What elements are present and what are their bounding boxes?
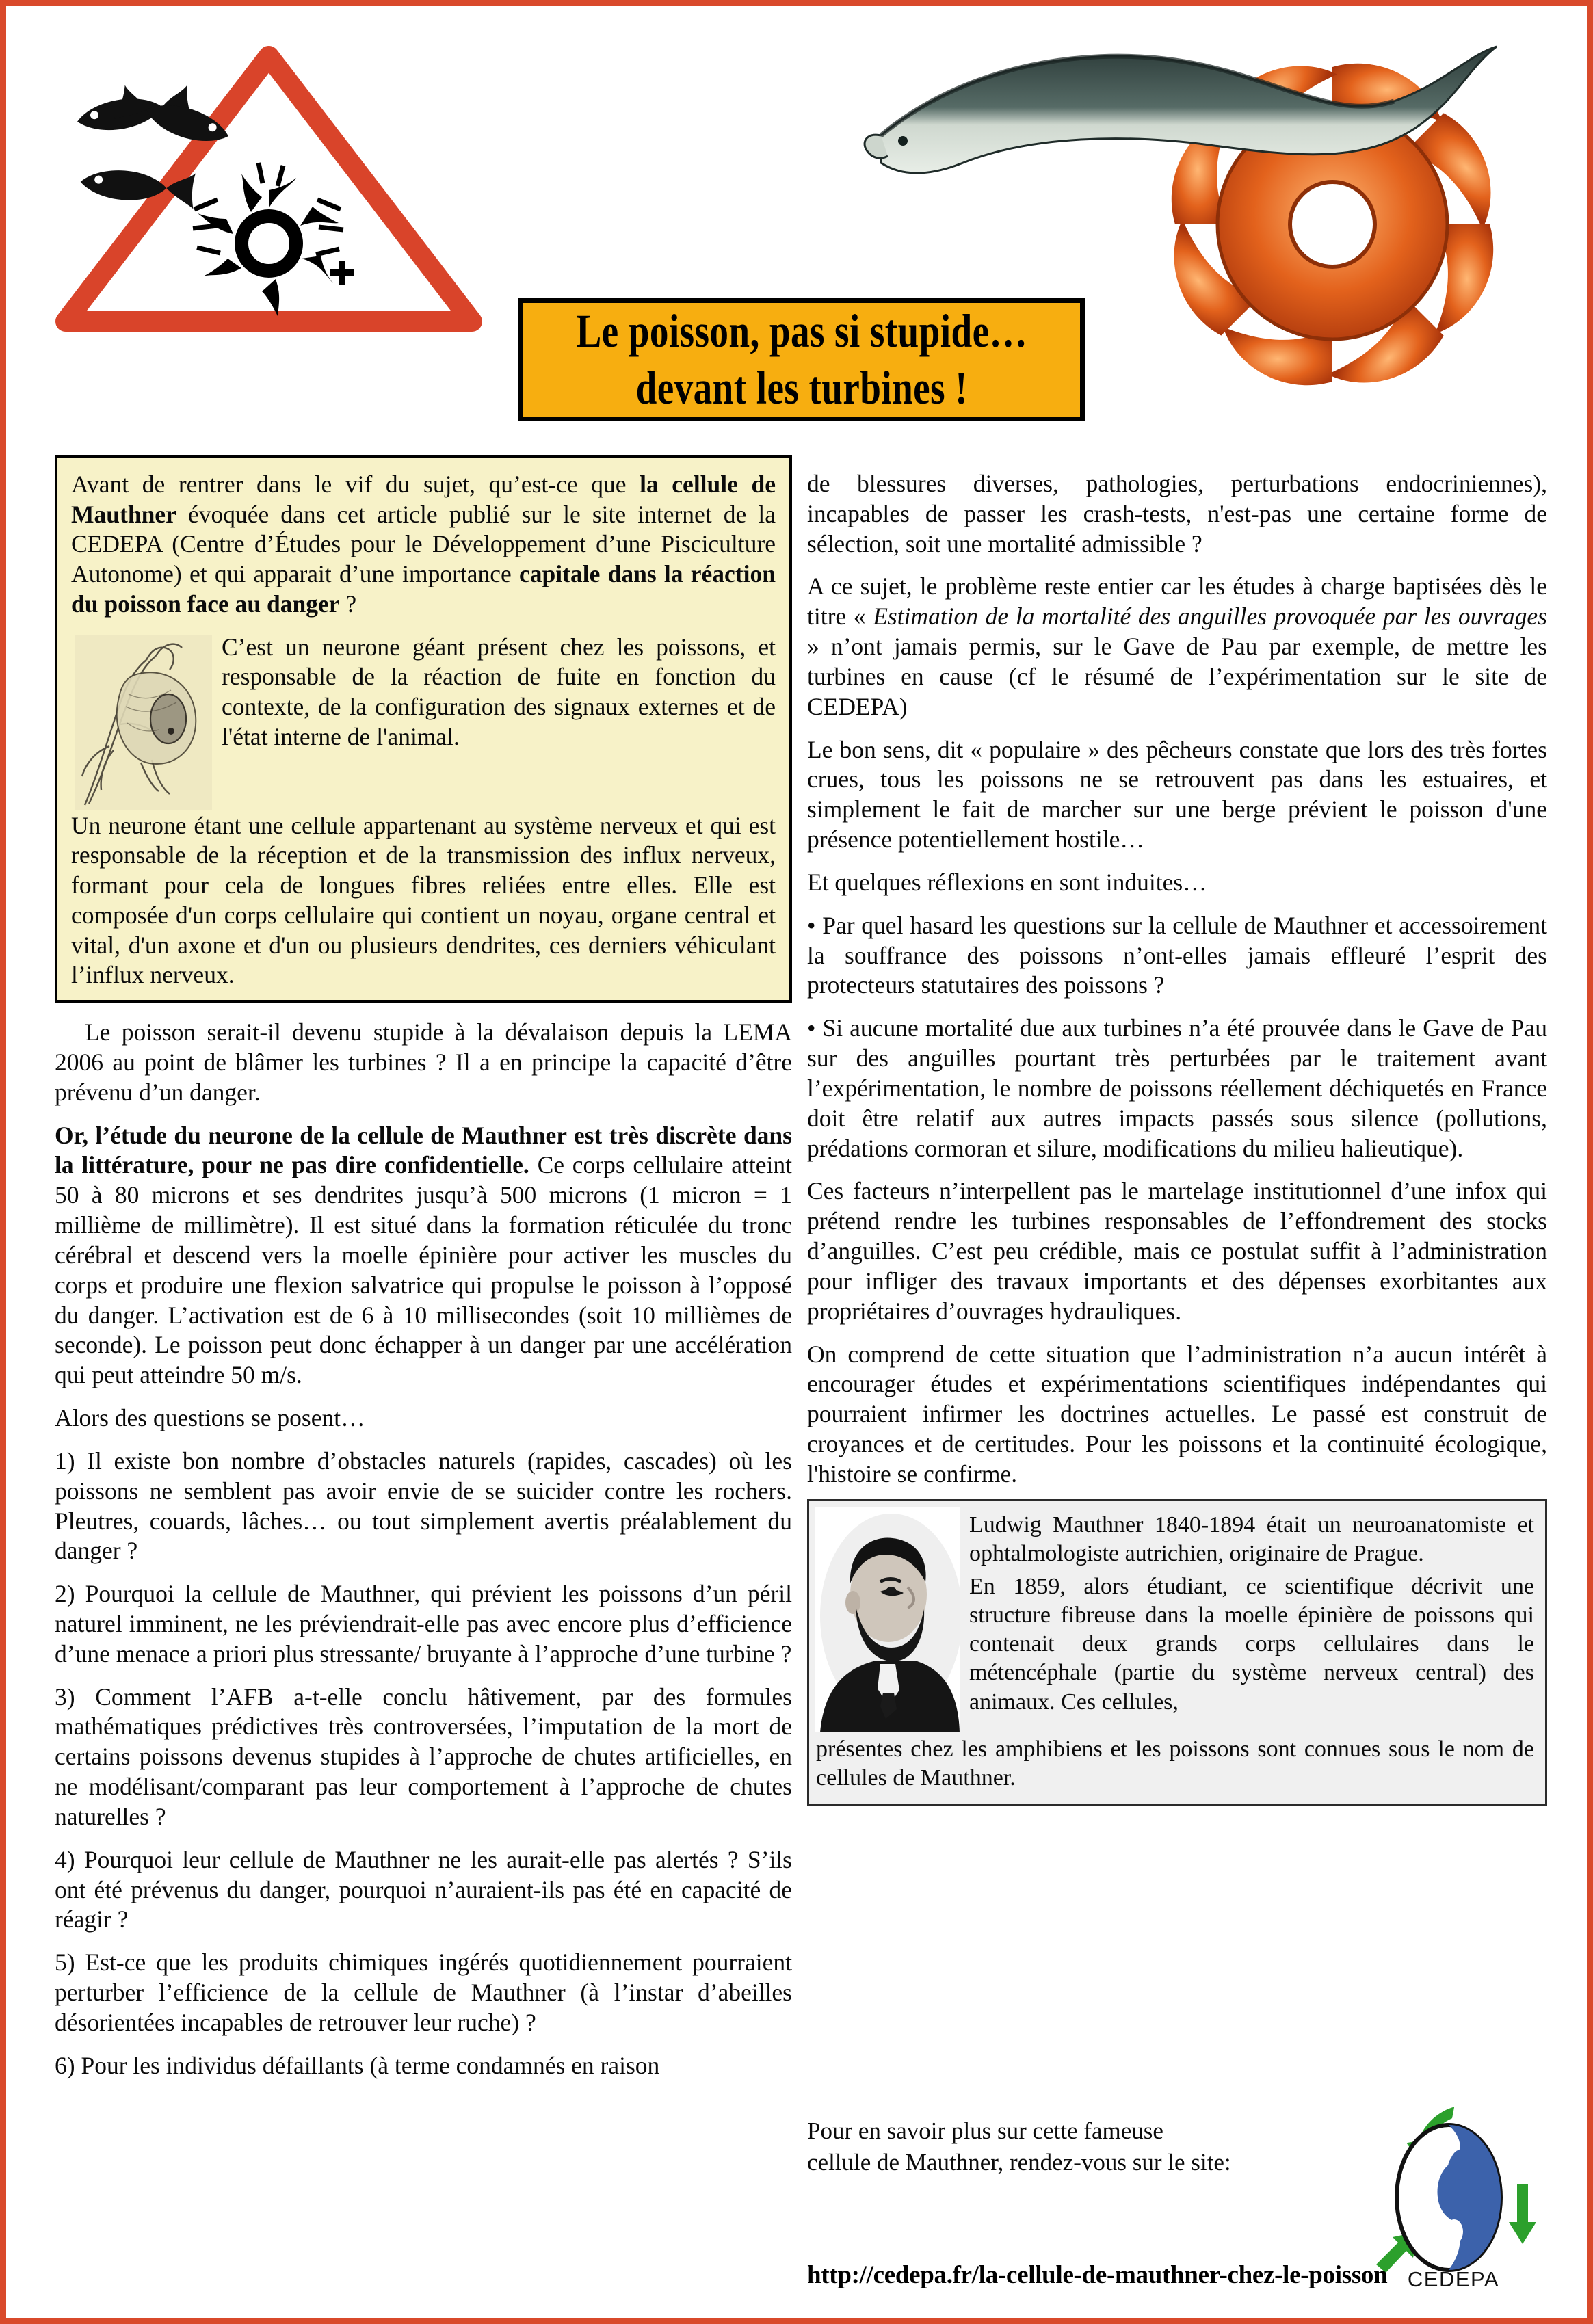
- footer-line-1: Pour en savoir plus sur cette fameuse: [807, 2117, 1163, 2144]
- mauthner-bio-line-3: présentes chez les amphibiens et les poissons sont connues sous le nom de cellules de Mauthner.: [816, 1736, 1534, 1791]
- intro-p1-mid: évoquée dans cet article publié sur le site internet de la CEDEPA (Centre d’Études pour le Développement d’une Pisciculture Autonome) et qui apparait d’une importance: [71, 500, 776, 588]
- right-paragraph-4: Et quelques réflexions en sont induites…: [807, 868, 1207, 896]
- intro-box-text: [71, 470, 776, 990]
- title-banner: [518, 298, 1085, 421]
- right-p2-italic-title: Estimation de la mortalité des anguilles provoquée par les ouvrages: [873, 603, 1547, 631]
- yin-yang-logo-icon: [1361, 2102, 1539, 2293]
- right-bullet-2: • Si aucune mortalité due aux turbines n’a été prouvée dans le Gave de Pau sur des anguilles pourtant très perturbées par le traitement avant l’expérimentation, le nombre de poissons réellement déchiquetés en France doit être relatif aux autres impacts passés sous silence (pollutions, prédations cormoran et silure, modifications du milieu halieutique).: [807, 1014, 1547, 1162]
- left-p2-rest: Ce corps cellulaire atteint 50 à 80 microns et ses dendrites jusqu’à 500 microns (1 micron = 1 millième de millimètre). Il est situé dans la formation réticulée du tronc cérébral et descend vers la moelle épinière pour activer les muscles du corps et produire une flexion salvatrice qui propulse le poisson à l’opposé du danger. L’activation est de 6 à 10 millisecondes (soit 10 millièmes de seconde). Le poisson peut donc échapper à un danger par une accélération qui peut atteindre 50 m/s.: [55, 1151, 792, 1389]
- cedepa-article-url[interactable]: http://cedepa.fr/la-cellule-de-mauthner-chez-le-poisson: [807, 2261, 1388, 2289]
- right-column: [807, 469, 1547, 1806]
- portrait-photo-icon: [815, 1507, 960, 1732]
- right-paragraph-2: [807, 572, 1547, 722]
- poster-inner: [12, 12, 1581, 2312]
- intro-p1-bold-1: la cellule de Mauthner: [71, 471, 776, 528]
- intro-paragraph-1: [71, 470, 776, 620]
- right-paragraph-1: de blessures diverses, pathologies, perturbations endocriniennes), incapables de passer les crash-tests, n'est-pas une certaine forme de sélection, soit une mortalité admissible ?: [807, 470, 1547, 557]
- title-line-2: devant les turbines !: [635, 362, 968, 414]
- intro-p1-bold-2: capitale dans la réaction du poisson face au danger: [71, 560, 776, 618]
- neuron-micrograph-icon: [75, 635, 212, 810]
- left-question-4: 4) Pourquoi leur cellule de Mauthner ne les aurait-elle pas alertés ? S’ils ont été prévenus du danger, pourquoi n’auraient-ils pas été en capacité de réagir ?: [55, 1845, 792, 1933]
- intro-p1-pre: Avant de rentrer dans le vif du sujet, qu’est-ce que: [71, 471, 640, 498]
- title-line-1: Le poisson, pas si stupide…: [576, 305, 1027, 357]
- intro-framed-box: [55, 455, 792, 1003]
- right-paragraph-6: On comprend de cette situation que l’administration n’a aucun intérêt à encourager études et expérimentations scientifiques indépendantes qui pourraient infirmer les doctrines actuelles. Le passé est construit de croyances et de certitudes. Pour les poissons et la continuité écologique, l'histoire se confirme.: [807, 1340, 1547, 1488]
- ludwig-mauthner-portrait: [815, 1507, 960, 1732]
- left-question-6: 6) Pour les individus défaillants (à terme condamnés en raison: [55, 2051, 660, 2079]
- yin-yang-shape: [1397, 2125, 1501, 2270]
- mauthner-bio-line-1: Ludwig Mauthner 1840-1894 était un neuroanatomiste et ophtalmologiste autrichien, originaire de Prague.: [969, 1511, 1534, 1566]
- left-question-1: 1) Il existe bon nombre d’obstacles naturels (rapides, cascades) où les poissons ne semblent pas avoir envie de se suicider contre les rochers. Pleutres, couards, lâches… ou tout simplement avertis préalablement du danger ?: [55, 1447, 792, 1565]
- header-artwork: [12, 12, 1593, 450]
- left-question-3: 3) Comment l’AFB a-t-elle conclu hâtivement, par des formules mathématiques prédictives très controversées, l’imputation de la mort de certains poissons devenus stupides à l’approche de chutes artificielles, en ne modélisant/comparant pas leur comportement à l’approche de chutes naturelles ?: [55, 1682, 792, 1830]
- cedepa-logo: [1361, 2102, 1539, 2293]
- cedepa-logo-caption: CEDEPA: [1407, 2267, 1500, 2291]
- footer-line-2: cellule de Mauthner, rendez-vous sur le site:: [807, 2148, 1231, 2176]
- mauthner-bio-line-2: En 1859, alors étudiant, ce scientifique décrivit une structure fibreuse dans la moelle épinière de poissons qui contenait deux grands corps cellulaires dans le métencéphale (partie du système nerveux central) des animaux. Ces cellules,: [969, 1573, 1534, 1715]
- right-paragraph-5: Ces facteurs n’interpellent pas le martelage institutionnel d’une infox qui prétend rendre les turbines responsables de l’effondrement des stocks d’anguilles. C’est peu crédible, mais ce postulat suffit à l’administration pour infliger des travaux importants et des dépenses exorbitantes aux propriétaires d’ouvrages hydrauliques.: [807, 1177, 1547, 1325]
- intro-paragraph-3: Un neurone étant une cellule appartenant au système nerveux et qui est responsable de la réception et de la transmission des influx nerveux, formant pour cela de longues fibres reliées entre elles. Elle est composée d'un corps cellulaire qui contient un noyau, organe central et vital, d'un axone et d'un ou plusieurs dendrites, ces derniers véhiculant l’influx nerveux.: [71, 811, 776, 989]
- intro-p1-post: ?: [339, 590, 357, 618]
- footer-block: [807, 2115, 1559, 2314]
- right-bullet-1: • Par quel hasard les questions sur la cellule de Mauthner et accessoirement la souffrance des poissons n’ont-elles jamais effleuré l’esprit des protecteurs statutaires des poissons ?: [807, 911, 1547, 999]
- left-question-5: 5) Est-ce que les produits chimiques ingérés quotidiennement pourraient perturber l’efficience de la cellule de Mauthner (à l’instar d’abeilles désorientées incapables de retrouver leur ruche) ?: [55, 1949, 792, 2036]
- intro-paragraph-2: C’est un neurone géant présent chez les poissons, et responsable de la réaction de fuite en fonction du contexte, de la configuration des signaux externes et de l'état interne de l'animal.: [222, 633, 776, 750]
- left-column-body: [55, 1018, 792, 2081]
- left-paragraph-2: [55, 1121, 792, 1390]
- right-column-body: [807, 469, 1547, 1490]
- left-paragraph-1: Le poisson serait-il devenu stupide à la dévalaison depuis la LEMA 2006 au point de blâmer les turbines ? Il a en principe la capacité d’être prévenu d’un danger.: [55, 1018, 792, 1106]
- right-p2-b: » n’ont jamais permis, sur le Gave de Pau par exemple, de mettre les turbines en cause (cf le résumé de l’expérimentation sur le site de CEDEPA): [807, 633, 1547, 720]
- left-question-2: 2) Pourquoi la cellule de Mauthner, qui prévient les poissons d’un péril naturel imminent, ne les préviendrait-elle pas avec encore plus d’efficience d’une menace a priori plus stressante/ bruyante à l’approche d’une turbine ?: [55, 1580, 792, 1667]
- warning-triangle-with-fish-graphic: [53, 38, 484, 332]
- left-paragraph-3: Alors des questions se posent…: [55, 1404, 365, 1432]
- right-p2-a: A ce sujet, le problème reste entier car les études à charge baptisées dès le titre «: [807, 572, 1547, 631]
- right-paragraph-3: Le bon sens, dit « populaire » des pêcheurs constate que lors des très fortes crues, tous les poissons ne se retrouvent pas dans les estuaires, et simplement le fait de marcher sur une berge prévient le poisson d'une présence potentiellement hostile…: [807, 735, 1547, 854]
- warning-triangle-icon: [53, 38, 484, 332]
- left-column: [55, 455, 792, 2094]
- mauthner-biography-box: [807, 1499, 1547, 1806]
- left-p2-bold: Or, l’étude du neurone de la cellule de Mauthner est très discrète dans la littérature, pour ne pas dire confidentielle.: [55, 1121, 792, 1179]
- mauthner-neuron-drawing: [75, 635, 212, 810]
